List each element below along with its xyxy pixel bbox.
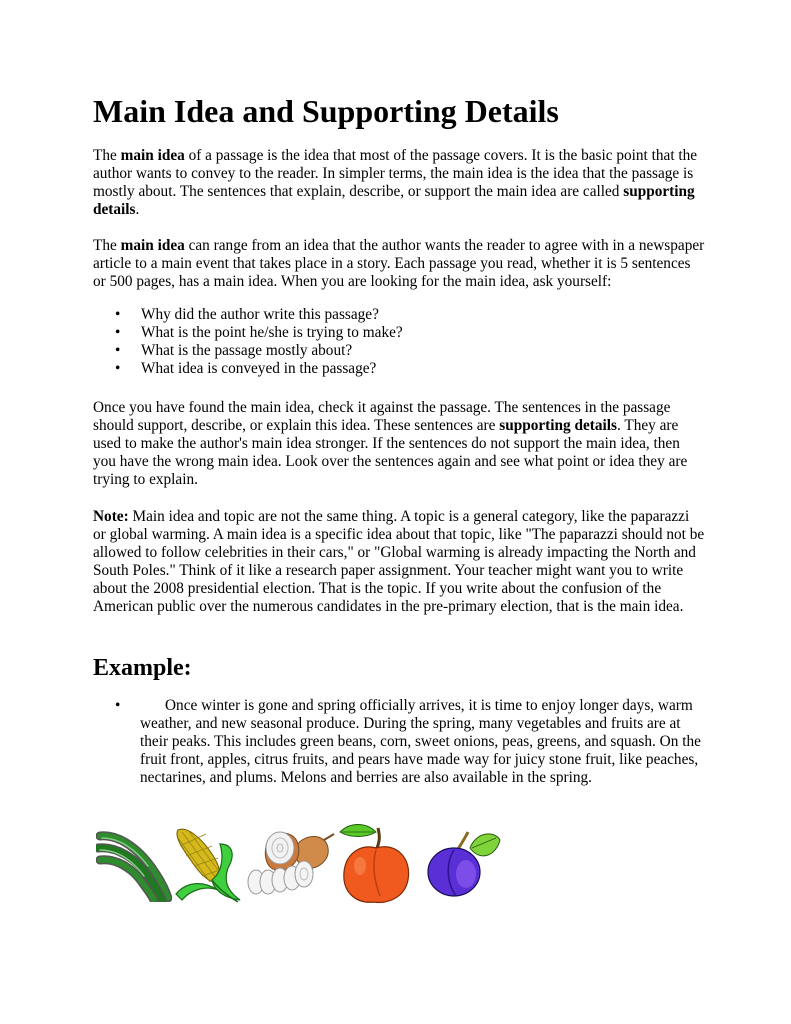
corn-icon — [172, 824, 244, 904]
bold-term-supporting-details: supporting details — [499, 417, 617, 434]
bold-term-main-idea: main idea — [120, 147, 185, 164]
text: . They are used to make the author's main idea stronger. If the sentences do not support the main idea, then you have the wrong main idea. Look over the sentences again and see what point or idea they are trying to explain. — [93, 417, 688, 488]
list-item-text: Why did the author write this passage? — [141, 306, 379, 323]
text: The — [93, 147, 121, 164]
sweet-onions-icon — [246, 824, 336, 904]
page-title: Main Idea and Supporting Details — [93, 93, 559, 129]
note-text: Main idea and topic are not the same thing. A topic is a general category, like the paparazzi or global warming. A main idea is a specific idea about that topic, like "The paparazzi should not be allowed to follow celebrities in their cars," or "Global warming is already impacting the North and South Poles." Think of it like a research paper assignment. Your teacher might want you to write about the 2008 presidential election. That is the topic. If you write about the confusion of the American public over the numerous candidates in the pre-primary election, that is the main idea. — [93, 508, 705, 615]
text: of a passage is the idea that most of the passage covers. It is the basic point that the author wants to convey to the reader. In simpler terms, the main idea is the idea that the passage is mostly about. The sentences that explain, describe, or support the main idea are called — [93, 147, 698, 200]
bold-term-supporting-details: supporting details — [93, 183, 695, 218]
paragraph-main-idea-range — [93, 237, 705, 291]
peach-icon — [336, 820, 416, 906]
list-item — [93, 306, 403, 324]
list-item-text: What idea is conveyed in the passage? — [141, 360, 377, 377]
plum-icon — [424, 826, 502, 902]
bullet-icon: • — [115, 360, 121, 377]
note-label: Note: — [93, 508, 129, 525]
list-item — [93, 324, 403, 342]
paragraph-main-idea-definition — [93, 147, 705, 219]
example-heading: Example: — [93, 655, 192, 681]
text: . — [135, 201, 140, 218]
list-item — [93, 360, 403, 378]
bullet-icon: • — [115, 342, 121, 359]
text: Once you have found the main idea, check it against the passage. The sentences in the passage should support, describe, or explain this idea. These sentences are — [93, 399, 671, 434]
text: can range from an idea that the author wants the reader to agree with in a newspaper article to a main event that takes place in a story. Each passage you read, whether it is 5 sentences or 500 pages, has a main idea. When you are looking for the main idea, ask yourself: — [93, 237, 705, 290]
green-beans-icon — [96, 826, 172, 902]
list-item-text: What is the point he/she is trying to make? — [141, 324, 403, 341]
example-text: Once winter is gone and spring officially arrives, it is time to enjoy longer days, warm weather, and new seasonal produce. During the spring, many vegetables and fruits are at their peaks. This includes green beans, corn, sweet onions, peas, greens, and squash. On the fruit front, apples, citrus fruits, and pears have made way for juicy stone fruit, like peaches, nectarines, and plums. Melons and berries are also available in the spring. — [140, 697, 701, 786]
question-list — [93, 306, 403, 378]
bullet-icon: • — [115, 324, 121, 341]
paragraph-check-main-idea — [93, 399, 705, 489]
bullet-icon: • — [115, 306, 121, 323]
bold-term-main-idea: main idea — [120, 237, 185, 254]
list-item — [93, 342, 403, 360]
list-item-text: What is the passage mostly about? — [141, 342, 353, 359]
text: The — [93, 237, 121, 254]
example-list-item — [93, 697, 705, 787]
produce-illustrations — [96, 820, 506, 905]
paragraph-note — [93, 508, 705, 616]
bullet-icon: • — [115, 697, 121, 714]
